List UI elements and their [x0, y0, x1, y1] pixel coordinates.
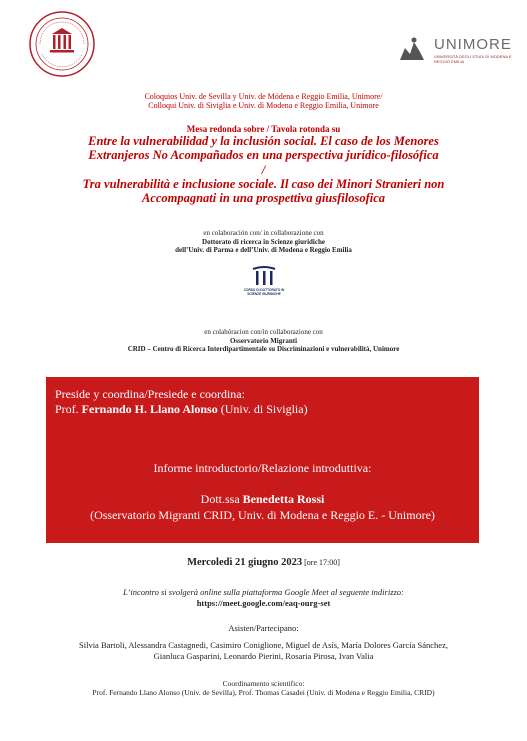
chair-name-line	[55, 402, 308, 417]
title-spanish	[0, 134, 527, 162]
collaboration-dottorato	[0, 229, 527, 255]
coordination-label: Coordinamento scientifico:	[222, 679, 305, 688]
event-date-line	[0, 557, 527, 568]
colloquia-header	[0, 92, 527, 110]
collab2-line2: CRID – Centro di Ricerca Interdipartimentale su Discriminazioni e vulnerabilità, Unimore	[127, 345, 400, 353]
participants-line1: Silvia Bartoli, Alessandra Castagnedi, Casimiro Coniglione, Miguel de Asís, María Dolores García Sánchez,	[79, 640, 448, 650]
dottorato-emblem-icon	[243, 265, 285, 287]
title-italian	[0, 177, 527, 205]
university-seal-logo	[28, 10, 96, 78]
chair-title: Prof.	[55, 402, 82, 416]
speaker-title: Dott.ssa	[200, 492, 243, 506]
coordination-names: Prof. Fernando Llano Alonso (Univ. de Sevilla), Prof. Thomas Casadei (Univ. di Modena e Reggio Emilia, CRID)	[92, 688, 435, 697]
dottorato-logo-text: CORSO DI DOTTORATO IN SCIENZE GIURIDICHE	[243, 288, 285, 296]
online-notice: L’incontro si svolgerà online sulla piattaforma Google Meet al seguente indirizzo:	[123, 587, 404, 597]
speakers-panel	[46, 377, 479, 543]
title-es-line1: Entre la vulnerabilidad y la inclusión social. El caso de los Menores	[88, 134, 439, 148]
chair-label: Preside y coordina/Presiede e coordina:	[55, 387, 245, 401]
title-es-line2: Extranjeros No Acompañados en una perspectiva jurídico-filosófica	[88, 148, 439, 162]
unimore-logo	[396, 34, 518, 64]
event-time: [ore 17:00]	[302, 558, 340, 567]
collab2-line1: Osservatorio Migranti	[229, 336, 298, 345]
collaboration-osservatorio	[0, 328, 527, 354]
title-separator: /	[261, 163, 266, 177]
speaker-name-line	[46, 492, 479, 507]
participants-list	[0, 640, 527, 662]
title-it-line2: Accompagnati in una prospettiva giusfilosofica	[141, 191, 386, 205]
speaker-affiliation: (Osservatorio Migranti CRID, Univ. di Modena e Reggio E. - Unimore)	[90, 508, 435, 522]
colloquia-es: Coloquios Univ. de Sevilla y Univ. de Módena e Reggio Emilia, Unimore/	[144, 92, 383, 101]
participants-line2: Gianluca Gasparini, Leonardo Pierini, Rosaria Pirosa, Ivan Valia	[153, 651, 374, 661]
title-it-line1: Tra vulnerabilità e inclusione sociale. Il caso dei Minori Stranieri non	[82, 177, 445, 191]
unimore-emblem-icon	[396, 34, 428, 64]
collab1-line1: Dottorato di ricerca in Scienze giuridiche	[202, 237, 325, 246]
intro-report-label: Informe introductorio/Relazione introduttiva:	[153, 461, 372, 475]
collab1-intro: en colaboración con/ in collaborazione con	[203, 229, 324, 237]
round-table-label: Mesa redonda sobre / Tavola rotonda su	[186, 124, 341, 134]
meet-link[interactable]: https://meet.google.com/eaq-ourg-set	[196, 598, 331, 608]
chair-name: Fernando H. Llano Alonso	[81, 402, 218, 416]
collab2-intro: en colabóracion con/in collaborazione con	[204, 328, 323, 336]
collab1-line2: dell’Univ. di Parma e dell’Univ. di Modena e Reggio Emilia	[175, 246, 352, 254]
speaker-name: Benedetta Rossi	[242, 492, 325, 506]
chair-affiliation: (Univ. di Siviglia)	[217, 402, 308, 416]
colloquia-it: Colloqui Univ. di Siviglia e Univ. di Modena e Reggio Emilia, Unimore	[148, 101, 379, 110]
event-date: Mercoledì 21 giugno 2023	[187, 557, 303, 568]
dottorato-logo	[243, 265, 285, 305]
participants-label: Asisten/Partecipano:	[228, 623, 299, 633]
unimore-wordmark: UNIMORE	[434, 36, 512, 53]
unimore-subtitle: UNIVERSITÀ DEGLI STUDI DI MODENA E REGGIO EMILIA	[434, 54, 512, 64]
